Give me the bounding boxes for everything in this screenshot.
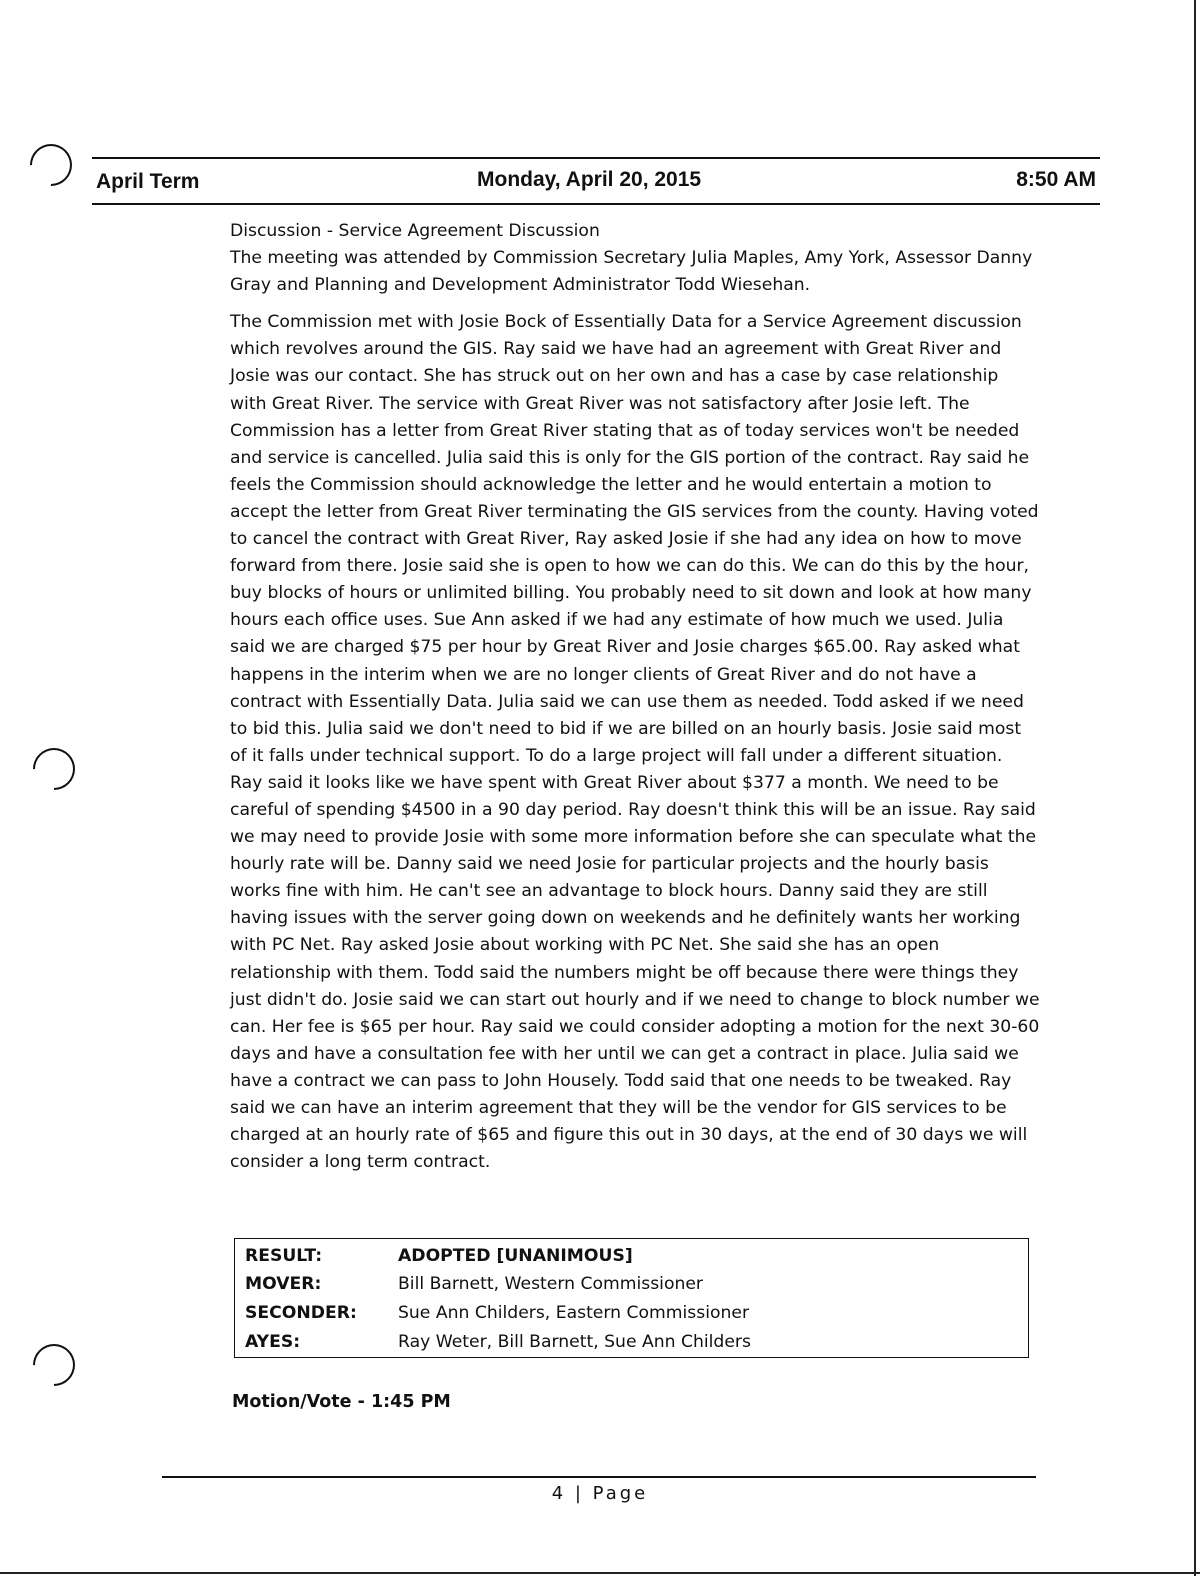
header-term: April Term [96, 170, 200, 193]
attendance-text: The meeting was attended by Commission Secretary Julia Maples, Amy York, Assessor Danny Gray and Planning and Development Administrator Todd Wiesehan. [230, 248, 1033, 296]
seconder-row [245, 1299, 1025, 1327]
minutes-content [230, 218, 1040, 1176]
paragraph-gap [230, 299, 1040, 309]
punch-hole-middle [24, 739, 83, 798]
discussion-paragraph: The Commission met with Josie Bock of Essentially Data for a Service Agreement discussion which revolves around the GIS. Ray said we have had an agreement with Great River and Josie was our contact. She has struck out on her own and has a case by case relationship with Great River. The service with Great River was not satisfactory after Josie left. The Commission has a letter from Great River stating that as of today services won't be needed and service is cancelled. Julia said this is only for the GIS portion of the contract. Ray said he feels the Commission should acknowledge the letter and he would entertain a motion to accept the letter from Great River terminating the GIS services from the county. Having voted to cancel the contract with Great River, Ray asked Josie if she had any idea on how to move forward from there. Josie said she is open to how we can do this. We can do this by the hour, buy blocks of hours or unlimited billing. You probably need to sit down and look at how many hours each office uses. Sue Ann asked if we had any estimate of how much we used. Julia said we are charged $75 per hour by Great River and Josie charges $65.00. Ray asked what happens in the interim when we are no longer clients of Great River and do not have a contract with Essentially Data. Julia said we can use them as needed. Todd asked if we need to bid this. Julia said we don't need to bid if we are billed on an hourly basis. Josie said most of it falls under technical support. To do a large project will fall under a different situation. Ray said it looks like we have spent with Great River about $377 a month. We need to be careful of spending $4500 in a 90 day period. Ray doesn't think this will be an issue. Ray said we may need to provide Josie with some more information before she can speculate what the hourly rate will be. Danny said we need Josie for particular projects and the hourly basis works fine with him. He can't see an advantage to block hours. Danny said they are still having issues with the server going down on weekends and he definitely wants her working with PC Net. Ray asked Josie about working with PC Net. She said she has an open relationship with them. Todd said the numbers might be off because there were things they just didn't do. Josie said we can start out hourly and if we need to change to block number we can. Her fee is $65 per hour. Ray said we could consider adopting a motion for the next 30-60 days and have a consultation fee with her until we can get a contract in place. Julia said we have a contract we can pass to John Housely. Todd said that one needs to be tweaked. Ray said we can have an interim agreement that they will be the vendor for GIS services to be charged at an hourly rate of $65 and figure this out in 30 days, at the end of 30 days we will consider a long term contract. [230, 312, 1040, 1173]
mover-value: Bill Barnett, Western Commissioner [398, 1274, 704, 1294]
punch-hole-bottom [24, 1335, 83, 1394]
header-date: Monday, April 20, 2015 [477, 168, 702, 191]
vote-result-box [234, 1238, 1029, 1358]
result-value: ADOPTED [UNANIMOUS] [398, 1246, 633, 1266]
header-rule-top [92, 157, 1100, 159]
ayes-label: AYES: [245, 1332, 301, 1352]
discussion-title: Discussion - Service Agreement Discussion [230, 221, 600, 241]
mover-row [245, 1270, 1025, 1298]
page-number: 4 | Page [551, 1483, 649, 1504]
header-time: 8:50 AM [1016, 168, 1096, 191]
header-rule-bottom [92, 203, 1100, 205]
punch-hole-top [21, 135, 80, 194]
result-row [245, 1242, 1025, 1270]
ayes-row [245, 1328, 1025, 1356]
result-label: RESULT: [245, 1246, 323, 1266]
footer-rule [162, 1476, 1036, 1478]
ayes-value: Ray Weter, Bill Barnett, Sue Ann Childers [398, 1332, 751, 1352]
seconder-value: Sue Ann Childers, Eastern Commissioner [398, 1303, 750, 1323]
mover-label: MOVER: [245, 1274, 322, 1294]
page-edge-bottom [0, 1572, 1200, 1574]
page-edge-right [1194, 0, 1196, 1576]
seconder-label: SECONDER: [245, 1303, 357, 1323]
motion-vote-heading: Motion/Vote - 1:45 PM [232, 1392, 451, 1412]
